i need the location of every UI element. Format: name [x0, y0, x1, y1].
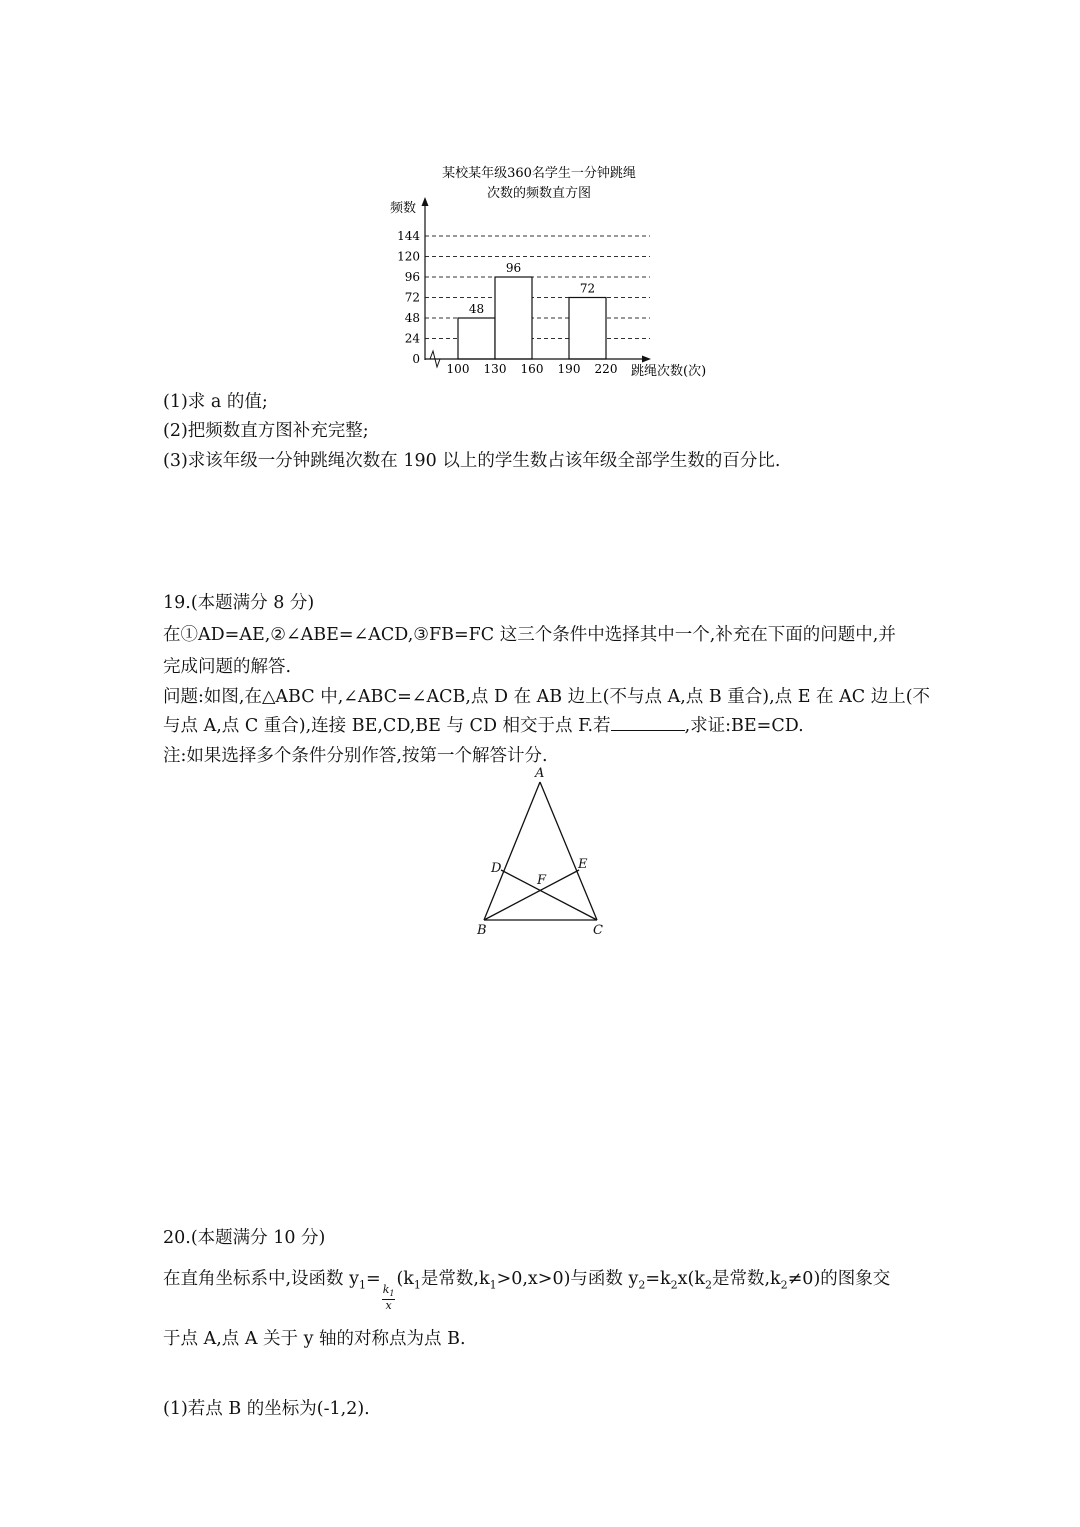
segment-be: [484, 870, 579, 920]
bar-130-160: [495, 277, 532, 359]
q18-sub2: (2)把频数直方图补充完整;: [163, 421, 369, 441]
chart-title-line1: 某校某年级360名学生一分钟跳绳: [442, 166, 636, 181]
label-b: B: [477, 923, 487, 938]
y-tick-label: 48: [404, 311, 420, 325]
y-tick-label: 144: [397, 229, 420, 243]
y-tick-label: 24: [404, 331, 420, 346]
q20-text-c: (k: [396, 1269, 414, 1289]
q19-line4-end: ,求证:BE=CD.: [684, 716, 804, 736]
q19-line1: 在①AD=AE,②∠ABE=∠ACD,③FB=FC 这三个条件中选择其中一个,补充在下面的问题中,并: [163, 625, 896, 645]
q20-text-h: 是常数,k: [711, 1269, 781, 1289]
q18-sub3: (3)求该年级一分钟跳绳次数在 190 以上的学生数占该年级全部学生数的百分比.: [163, 451, 781, 471]
frequency-histogram: [380, 155, 720, 385]
label-f: F: [537, 873, 547, 888]
label-a: A: [535, 766, 545, 781]
y-axis-arrow: [422, 197, 429, 206]
q20-text-g: x(k: [677, 1269, 705, 1289]
q19-line3: 问题:如图,在△ABC 中,∠ABC=∠ACB,点 D 在 AB 边上(不与点 A,点 B 重合),点 E 在 AC 边上(不: [163, 687, 931, 707]
q19-note: 注:如果选择多个条件分别作答,按第一个解答计分.: [163, 746, 548, 766]
q19-line2: 完成问题的解答.: [163, 657, 292, 677]
q20-text-a: 在直角坐标系中,设函数 y: [163, 1269, 360, 1289]
x-tick-label: 190: [557, 362, 581, 376]
y-tick-label: 120: [397, 249, 420, 264]
chart-x-label: 跳绳次数(次): [631, 364, 707, 379]
q20-text-eq: =: [366, 1269, 381, 1289]
x-tick-label: 130: [483, 362, 507, 376]
triangle-figure: [470, 762, 610, 942]
y-tick-label: 72: [404, 290, 420, 305]
bar-value-label: 96: [505, 261, 522, 275]
side-ac: [540, 782, 597, 920]
q20-line3: (1)若点 B 的坐标为(-1,2).: [163, 1399, 370, 1419]
label-e: E: [578, 857, 588, 872]
q20-text-i: ≠0)的图象交: [787, 1269, 891, 1289]
y-tick-label: 96: [404, 270, 420, 284]
bar-190-220: [569, 298, 606, 360]
q19-header: 19.(本题满分 8 分): [163, 593, 315, 613]
q20-line1: 在直角坐标系中,设函数 $y_1=$ $\frac{k_1}{x}$ ($k_1$是常数$,k_1>0,x>0$)与函数 $y_2=k_2x(k_2$是常数$,k_2\ne 0$)的图象交: [163, 1269, 891, 1313]
q20-line2: 于点 A,点 A 关于 y 轴的对称点为点 B.: [163, 1329, 466, 1349]
x-tick-label: 160: [520, 362, 544, 376]
chart-title-line2: 次数的频数直方图: [486, 186, 592, 201]
q20-header: 20.(本题满分 10 分): [163, 1228, 326, 1248]
bar-value-label: 48: [468, 302, 485, 316]
x-axis-arrow: [642, 356, 651, 363]
x-tick-label: 100: [446, 362, 470, 376]
segment-cd: [501, 870, 597, 920]
q19-line4: [163, 715, 804, 737]
q20-sub-y1: 1: [359, 1278, 367, 1292]
q19-line4-start: 与点 A,点 C 重合),连接 BE,CD,BE 与 CD 相交于点 F.若: [163, 716, 611, 736]
x-tick-label: 220: [594, 362, 618, 376]
q18-sub1: (1)求 a 的值;: [163, 392, 268, 412]
bar-value-label: 72: [579, 281, 596, 296]
q20-text-d: 是常数,k: [420, 1269, 490, 1289]
side-ab: [484, 782, 540, 920]
label-d: D: [491, 861, 502, 876]
q20-text-e: >0,x>0)与函数 y: [496, 1269, 639, 1289]
answer-blank: [611, 715, 685, 731]
label-c: C: [593, 923, 603, 938]
q20-text-f: =k: [645, 1269, 671, 1289]
chart-y-label: 频数: [390, 201, 417, 216]
y-tick-label: 0: [412, 352, 420, 366]
bar-100-130: [458, 318, 495, 359]
fraction-k1-over-x: $\frac{k_1}{x}$: [382, 1283, 395, 1313]
